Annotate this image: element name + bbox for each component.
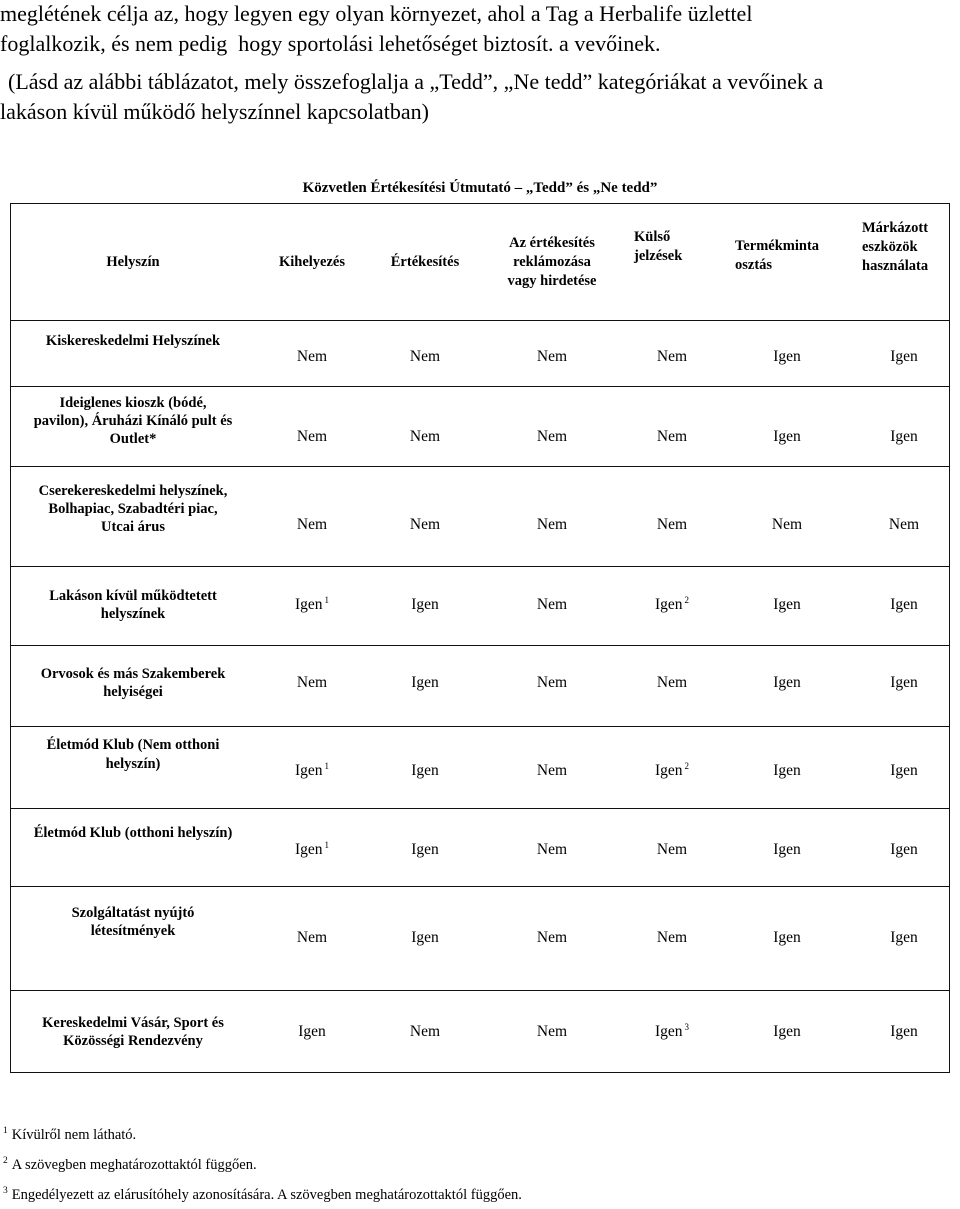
- location-label-line: Életmód Klub (Nem otthoni: [46, 737, 220, 753]
- sample-distribution-value: Igen: [773, 841, 801, 858]
- sample-distribution-value: Igen: [773, 1023, 801, 1040]
- row-divider: [10, 320, 950, 321]
- value-text: Igen: [294, 596, 323, 613]
- external-signage-value: [622, 761, 722, 781]
- header-sales: [375, 253, 475, 272]
- header-location: [13, 253, 253, 272]
- location-cell: [13, 904, 253, 940]
- advertising-value: Nem: [536, 516, 568, 533]
- header-line: reklámozása: [513, 254, 591, 270]
- placement-value: Nem: [296, 674, 328, 691]
- branded-items-value: Igen: [890, 929, 918, 946]
- footnote-number: 1: [3, 1126, 8, 1136]
- location-cell: [13, 587, 253, 623]
- row-divider: [10, 808, 950, 809]
- location-label-line: helyiségei: [103, 684, 163, 700]
- location-label-line: létesítmények: [90, 923, 176, 939]
- location-label-line: Kiskereskedelmi Helyszínek: [45, 333, 221, 349]
- location-label-line: helyszínek: [100, 606, 166, 622]
- footnote-number: 2: [3, 1156, 8, 1166]
- location-cell: [13, 332, 253, 350]
- location-cell: [13, 824, 253, 842]
- sample-distribution-value: Igen: [773, 596, 801, 613]
- branded-items-value: Igen: [890, 348, 918, 365]
- advertising-value: Nem: [536, 1023, 568, 1040]
- sample-distribution-value: Igen: [773, 674, 801, 691]
- intro-line: foglalkozik, és nem pedig hogy sportolási lehetőséget biztosít. a vevőinek.: [0, 31, 661, 56]
- advertising-value: Nem: [536, 596, 568, 613]
- header-line: Kihelyezés: [278, 254, 346, 270]
- location-cell: [13, 482, 253, 536]
- header-line: Az értékesítés: [509, 235, 595, 251]
- external-signage-value: [622, 595, 722, 615]
- advertising-value: Nem: [536, 929, 568, 946]
- intro-line: lakáson kívül működő helyszínnel kapcsolatban): [0, 99, 429, 124]
- header-line: osztás: [735, 257, 773, 273]
- branded-items-value: Igen: [890, 674, 918, 691]
- row-divider: [10, 726, 950, 727]
- placement-value: [262, 761, 362, 781]
- location-label-line: Lakáson kívül működtetett: [49, 588, 217, 604]
- placement-value: [262, 840, 362, 860]
- advertising-value: Nem: [536, 841, 568, 858]
- header-line: Értékesítés: [390, 254, 460, 270]
- advertising-value: Nem: [536, 428, 568, 445]
- external-signage-value: Nem: [656, 841, 688, 858]
- external-signage-value: Nem: [656, 929, 688, 946]
- table-title: Közvetlen Értékesítési Útmutató – „Tedd” és „Ne tedd”: [302, 180, 658, 196]
- footnote-ref: 1: [324, 761, 330, 771]
- location-cell: [13, 665, 253, 701]
- sales-value: Nem: [409, 516, 441, 533]
- row-divider: [10, 645, 950, 646]
- sales-value: Igen: [411, 762, 439, 779]
- external-signage-value: Nem: [656, 428, 688, 445]
- external-signage-value: [622, 1022, 722, 1042]
- row-divider: [10, 386, 950, 387]
- intro-line: (Lásd az alábbi táblázatot, mely összefoglalja a „Tedd”, „Ne tedd” kategóriákat a vevőinek a: [8, 69, 824, 94]
- advertising-value: Nem: [536, 762, 568, 779]
- header-line: Márkázott: [862, 220, 929, 236]
- footnote-ref: 2: [684, 595, 690, 605]
- external-signage-value: Nem: [656, 516, 688, 533]
- footnote-ref: 2: [684, 761, 690, 771]
- footnote-text: Kívülről nem látható.: [11, 1127, 137, 1143]
- branded-items-value: Igen: [890, 596, 918, 613]
- location-cell: [13, 394, 253, 448]
- sales-value: Nem: [409, 1023, 441, 1040]
- row-divider: [10, 466, 950, 467]
- external-signage-value: Nem: [656, 674, 688, 691]
- header-line: jelzések: [634, 248, 683, 264]
- value-text: Igen: [654, 762, 683, 779]
- value-text: Igen: [654, 1023, 683, 1040]
- row-divider: [10, 886, 950, 887]
- advertising-value: Nem: [536, 348, 568, 365]
- location-cell: [13, 1014, 253, 1050]
- sales-value: Igen: [411, 841, 439, 858]
- branded-items-value: Igen: [890, 762, 918, 779]
- placement-value: Nem: [296, 929, 328, 946]
- footnote: [3, 1186, 522, 1204]
- intro-line: meglétének célja az, hogy legyen egy olyan környezet, ahol a Tag a Herbalife üzlettel: [0, 1, 753, 26]
- footnote-number: 3: [3, 1186, 8, 1196]
- placement-value: Nem: [296, 516, 328, 533]
- header-line: használata: [862, 258, 929, 274]
- value-text: Igen: [654, 596, 683, 613]
- sample-distribution-value: Igen: [773, 428, 801, 445]
- footnote-text: A szövegben meghatározottaktól függően.: [11, 1157, 257, 1173]
- advertising-value: Nem: [536, 674, 568, 691]
- sample-distribution-value: Igen: [773, 348, 801, 365]
- header-sample-distribution: [735, 237, 845, 275]
- location-label-line: Utcai árus: [100, 519, 166, 535]
- branded-items-value: Igen: [890, 428, 918, 445]
- value-text: Igen: [294, 762, 323, 779]
- header-line: Külső: [634, 229, 671, 245]
- header-line: Helyszín: [106, 254, 160, 270]
- location-cell: [13, 736, 253, 774]
- header-advertising: [492, 234, 612, 291]
- branded-items-value: Igen: [890, 841, 918, 858]
- header-line: eszközök: [862, 239, 918, 255]
- row-divider: [10, 990, 950, 991]
- location-label-line: Közösségi Rendezvény: [63, 1033, 203, 1049]
- sales-value: Igen: [411, 674, 439, 691]
- placement-value: [262, 595, 362, 615]
- sales-value: Nem: [409, 348, 441, 365]
- location-label-line: Bolhapiac, Szabadtéri piac,: [48, 501, 218, 517]
- location-label-line: Cserekereskedelmi helyszínek,: [38, 483, 228, 499]
- header-branded-items: [862, 219, 947, 276]
- sales-value: Igen: [411, 929, 439, 946]
- header-external-signage: [634, 228, 724, 266]
- placement-value: Nem: [296, 348, 328, 365]
- footnote-ref: 3: [684, 1022, 690, 1032]
- header-line: Termékminta: [735, 238, 820, 254]
- location-label-line: Outlet*: [109, 431, 157, 447]
- sample-distribution-value: Igen: [773, 762, 801, 779]
- sales-value: Igen: [411, 596, 439, 613]
- external-signage-value: Nem: [656, 348, 688, 365]
- sample-distribution-value: Nem: [771, 516, 803, 533]
- value-text: Igen: [294, 841, 323, 858]
- location-label-line: Orvosok és más Szakemberek: [40, 666, 226, 682]
- row-divider: [10, 566, 950, 567]
- branded-items-value: Nem: [888, 516, 920, 533]
- sales-value: Nem: [409, 428, 441, 445]
- sample-distribution-value: Igen: [773, 929, 801, 946]
- footnote-ref: 1: [324, 840, 330, 850]
- footnote: [3, 1126, 136, 1144]
- location-label-line: Ideiglenes kioszk (bódé,: [59, 395, 207, 411]
- location-label-line: helyszín): [105, 756, 161, 772]
- branded-items-value: Igen: [890, 1023, 918, 1040]
- header-placement: [262, 253, 362, 272]
- location-label-line: Életmód Klub (otthoni helyszín): [33, 825, 233, 841]
- placement-value: Nem: [296, 428, 328, 445]
- header-line: vagy hirdetése: [507, 273, 597, 289]
- footnote: [3, 1156, 257, 1174]
- footnote-ref: 1: [324, 595, 330, 605]
- placement-value: Igen: [298, 1023, 326, 1040]
- location-label-line: Szolgáltatást nyújtó: [71, 905, 195, 921]
- location-label-line: pavilon), Áruházi Kínáló pult és: [33, 413, 233, 429]
- location-label-line: Kereskedelmi Vásár, Sport és: [42, 1015, 224, 1031]
- footnote-text: Engedélyezett az elárusítóhely azonosítására. A szövegben meghatározottaktól függően.: [11, 1187, 522, 1203]
